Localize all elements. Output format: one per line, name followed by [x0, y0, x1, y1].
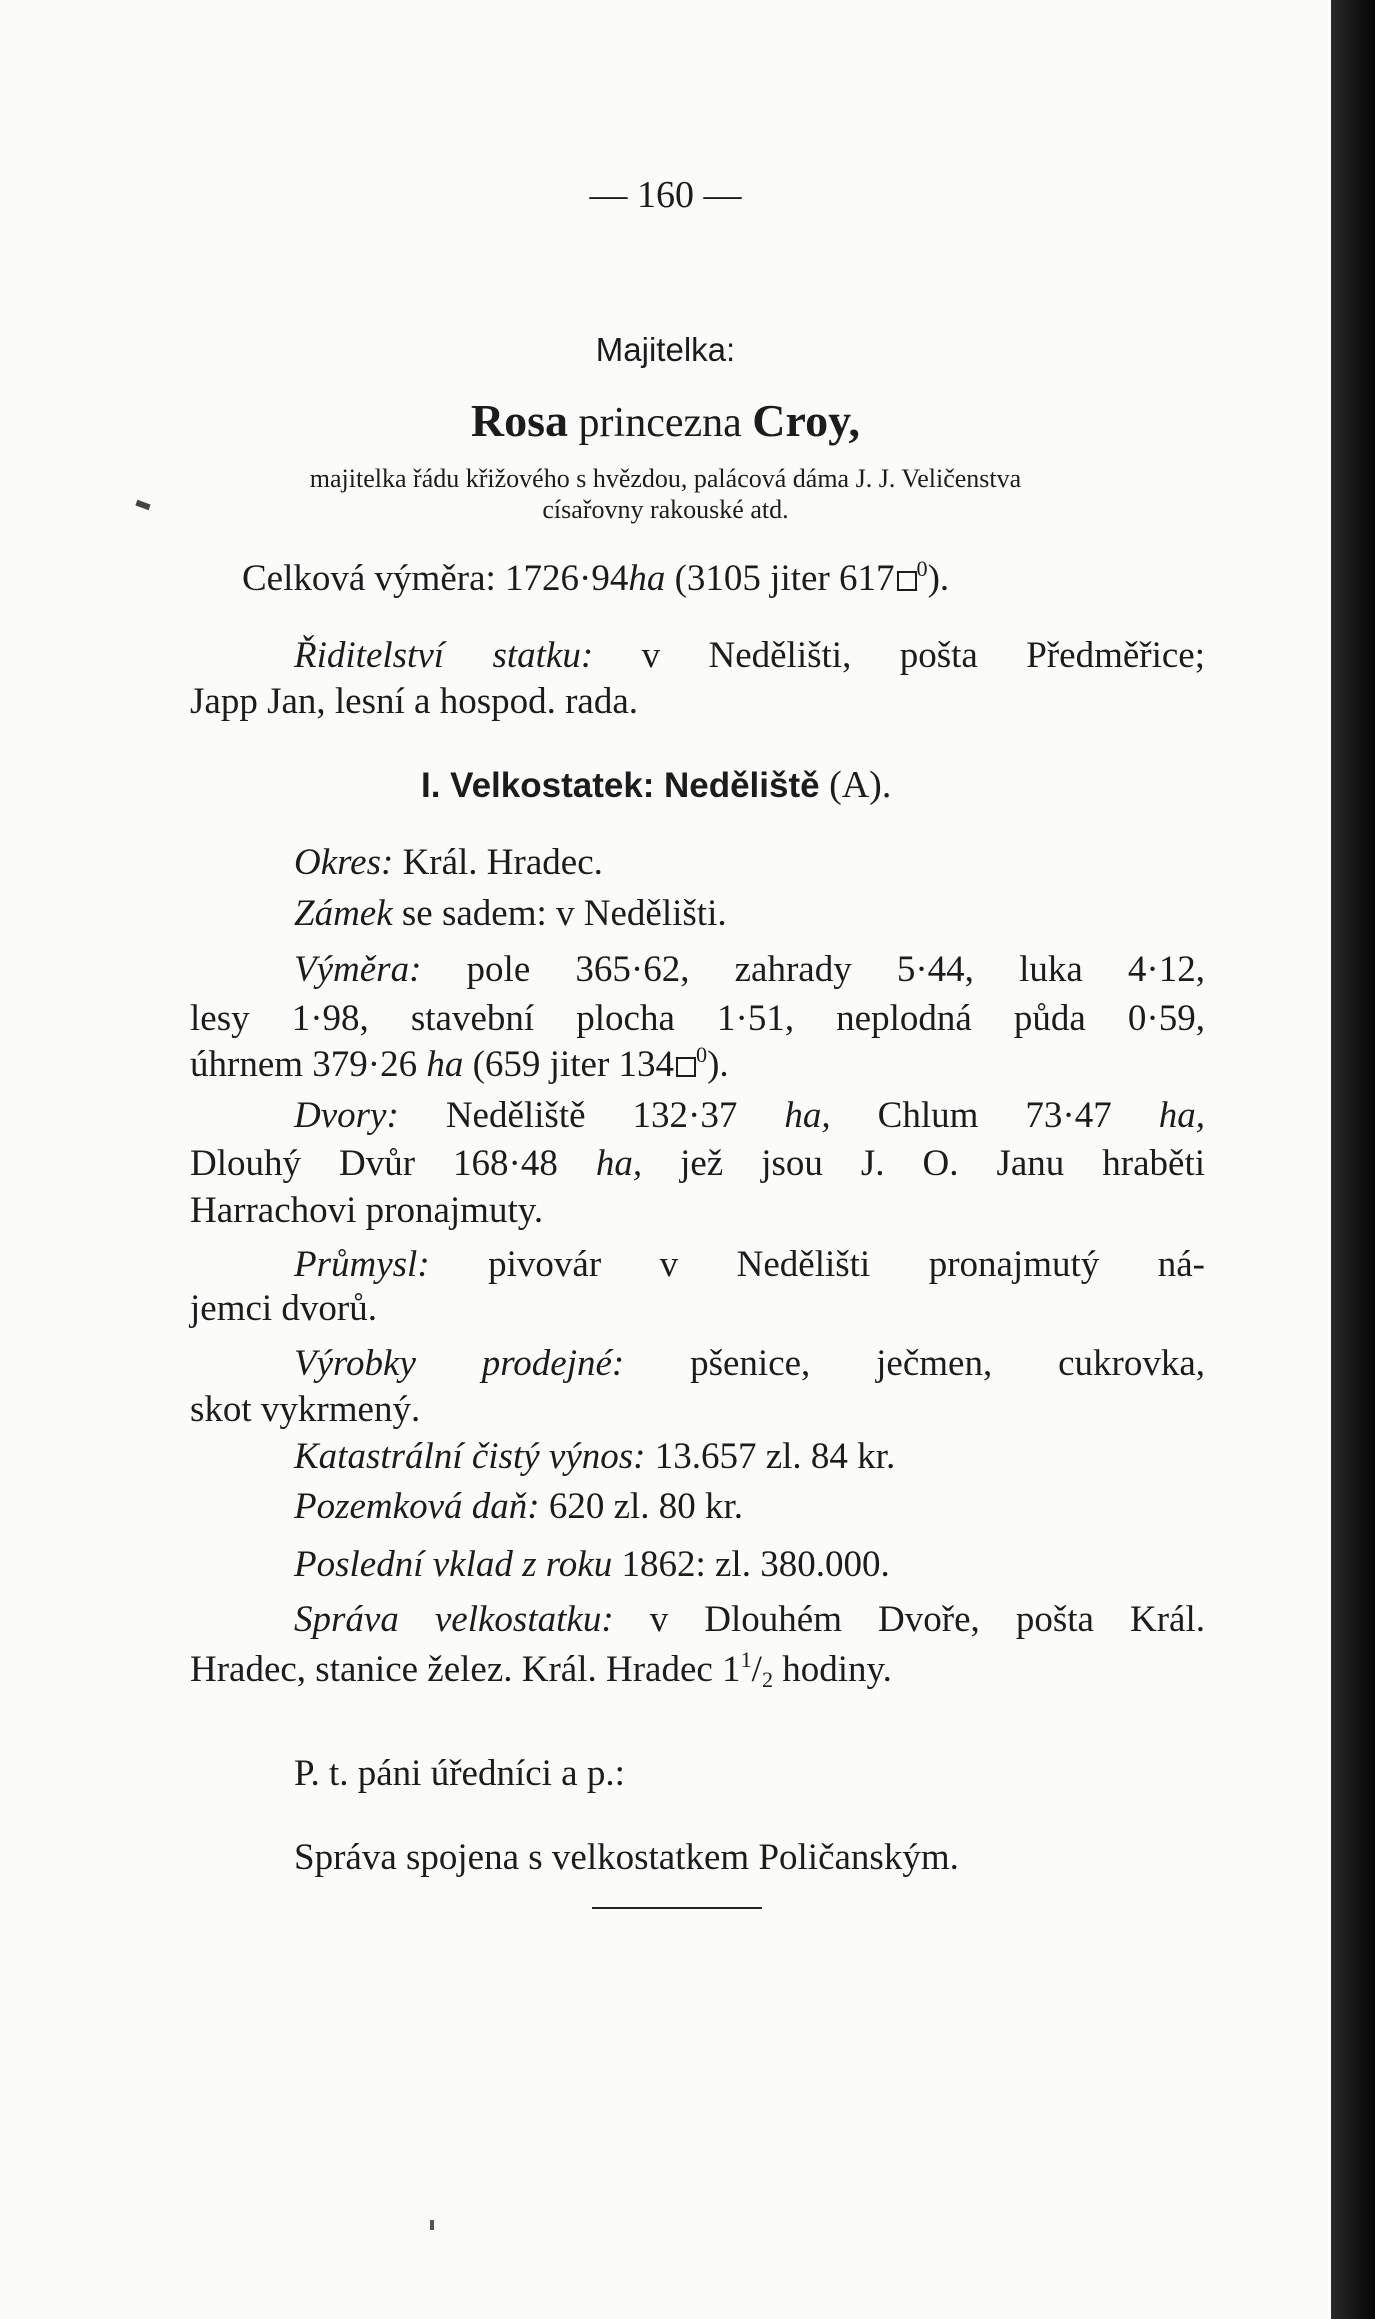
area-line-1 [294, 951, 1205, 988]
last-deposit-value: 1862: zl. 380.000. [621, 1544, 890, 1585]
farms-line-2 [190, 1145, 1205, 1182]
land-tax-label: Pozemková daň: [294, 1486, 540, 1527]
owner-first-name: Rosa [470, 395, 569, 446]
products-text: pšenice, ječmen, cukrovka, [690, 1343, 1205, 1384]
farms-unit: ha, [595, 1143, 643, 1184]
total-area-close: ). [927, 558, 950, 599]
area-line-1-text: pole 365·62, zahrady 5·44, luka 4·12, [466, 949, 1205, 990]
farms-lease: jež jsou J. O. Janu hraběti [680, 1143, 1206, 1184]
management-label: Řiditelství statku: [294, 635, 594, 676]
owner-last-name: Croy, [752, 395, 861, 446]
page-edge-shadow [1331, 0, 1375, 2319]
square-unit-icon [676, 1057, 696, 1077]
farms-label: Dvory: [294, 1095, 399, 1136]
total-area-sup: 0 [916, 556, 928, 581]
farms-line-1 [294, 1097, 1205, 1134]
estate-heading [421, 766, 891, 804]
district [294, 844, 603, 881]
page-number: — 160 — [589, 174, 742, 216]
farms-nedeliste: Neděliště 132·37 [445, 1095, 738, 1136]
fraction-numerator: 1 [740, 1647, 752, 1672]
administration-label: Správa velkostatku: [294, 1599, 614, 1640]
total-area-unit: ha [628, 558, 666, 599]
total-area [242, 556, 950, 599]
administration-text: v Dlouhém Dvoře, pošta Král. [649, 1599, 1206, 1640]
officials-heading: P. t. páni úředníci a p.: [294, 1753, 625, 1794]
owner-title-word: princezna [578, 400, 742, 446]
last-deposit [294, 1546, 890, 1583]
section-divider [592, 1907, 762, 1909]
ink-speck [430, 2220, 434, 2230]
land-tax [294, 1488, 743, 1525]
area-line-2: lesy 1·98, stavební plocha 1·51, neplodná půda 0·59, [190, 998, 1205, 1039]
owner-heading: Majitelka: [595, 331, 736, 368]
estate-name: Neděliště [663, 766, 820, 805]
industry-label: Průmysl: [294, 1244, 430, 1285]
products-line-1 [294, 1345, 1205, 1382]
estate-suffix: (A). [829, 764, 892, 806]
farms-unit: ha, [784, 1095, 831, 1136]
cadastral-label: Katastrální čistý výnos: [294, 1436, 646, 1477]
industry-line-2: jemci dvorů. [190, 1288, 378, 1329]
farms-line-3: Harrachovi pronajmuty. [190, 1190, 544, 1231]
area-total-sup: 0 [696, 1042, 708, 1067]
farms-dlouhy-dvur: Dlouhý Dvůr 168·48 [190, 1143, 558, 1184]
total-area-text: Celková výměra: 1726·94 [242, 558, 629, 599]
products-label: Výrobky prodejné: [294, 1343, 625, 1384]
area-line-3 [190, 1042, 729, 1085]
area-total-unit: ha [426, 1044, 464, 1085]
administration-station: Hradec, stanice želez. Král. Hradec 1 [190, 1649, 741, 1690]
estate-label: I. Velkostatek: [421, 766, 655, 805]
owner-title-line-2: císařovny rakouské atd. [542, 495, 789, 524]
land-tax-value: 620 zl. 80 kr. [548, 1486, 744, 1527]
management-line-1 [294, 637, 1205, 674]
castle-label: Zámek [294, 893, 393, 934]
square-unit-icon [897, 571, 917, 591]
area-label: Výměra: [294, 949, 422, 990]
owner-title-line-1: majitelka řádu křižového s hvězdou, palácová dáma J. J. Veličenstva [309, 464, 1022, 493]
area-total-close: ). [707, 1044, 729, 1085]
cadastral-value: 13.657 zl. 84 kr. [654, 1436, 896, 1477]
industry-text: pivovár v Nedělišti pronajmutý ná- [488, 1244, 1205, 1285]
management-text: v Nedělišti, pošta Předměřice; [641, 635, 1206, 676]
administration-hours: hodiny. [782, 1649, 892, 1690]
cadastral-yield [294, 1438, 895, 1475]
farms-chlum: Chlum 73·47 [877, 1095, 1112, 1136]
total-area-rest: (3105 jiter 617 [674, 558, 895, 599]
industry-line-1 [294, 1246, 1205, 1283]
administration-line-2: Hradec, stanice želez. Král. Hradec $1^1/_2$ hodiny. [190, 1647, 892, 1692]
farms-unit: ha, [1158, 1095, 1205, 1136]
owner-name [0, 395, 1331, 446]
last-deposit-label: Poslední vklad z roku [294, 1544, 613, 1585]
area-total-jiter: (659 jiter 134 [472, 1044, 675, 1085]
management-line-2: Japp Jan, lesní a hospod. rada. [190, 681, 639, 722]
products-line-2: skot vykrmený. [190, 1389, 421, 1430]
area-total: úhrnem 379·26 [190, 1044, 418, 1085]
castle [294, 895, 727, 932]
administration-line-1 [294, 1601, 1205, 1638]
district-value: Král. Hradec. [402, 842, 603, 883]
officials-text: Správa spojena s velkostatkem Poličanským. [294, 1837, 959, 1878]
fraction-denominator: 2 [761, 1667, 774, 1692]
district-label: Okres: [294, 842, 394, 883]
castle-value: se sadem: v Nedělišti. [401, 893, 727, 934]
